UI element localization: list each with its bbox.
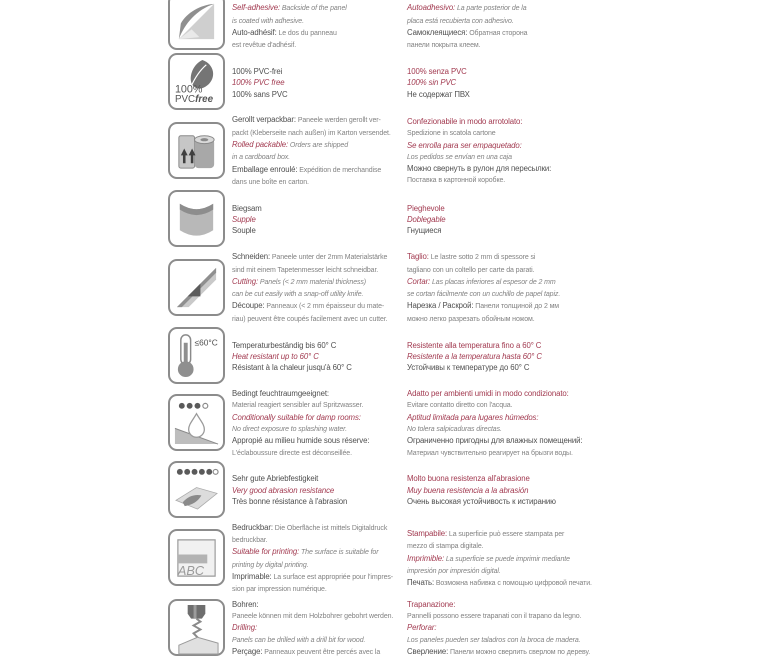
- text-segment: Material reagiert sensibler auf Spritzwasser.: [232, 402, 364, 410]
- text-segment: Сверление:: [407, 646, 449, 656]
- text-line: [407, 527, 613, 539]
- text-segment: Drilling:: [232, 623, 258, 633]
- pvc-percent-label: 100%: [174, 83, 203, 96]
- rating-dot-filled: [195, 403, 201, 409]
- thermometer-icon: [168, 327, 225, 384]
- feature-row: [168, 113, 628, 187]
- text-line: [407, 339, 613, 350]
- text-line: [232, 411, 405, 422]
- text-segment: 100% senza PVC: [407, 67, 467, 77]
- print-band: [178, 555, 207, 564]
- text-segment: The surface is suitable for: [299, 549, 379, 557]
- text-segment: Heat resistant up to 60° C: [232, 351, 319, 361]
- text-line: [232, 287, 405, 299]
- text-line: [407, 38, 613, 50]
- text-line: [407, 576, 613, 588]
- text-column-de-en-fr: [232, 113, 407, 187]
- text-line: [407, 150, 613, 162]
- text-line: [232, 26, 405, 38]
- text-line: [232, 224, 405, 235]
- text-segment: tagliano con un coltello per carte da parati.: [407, 266, 535, 274]
- text-column-de-en-fr: [232, 472, 407, 506]
- self-adhesive-icon: [168, 0, 225, 50]
- damp-rooms-icon: [168, 394, 225, 451]
- text-line: [232, 163, 405, 175]
- text-segment: bedruckbar.: [232, 537, 268, 545]
- text-segment: Панели можно сверлить сверлом по дереву.: [448, 648, 591, 656]
- rating-dot-filled: [184, 469, 190, 475]
- text-line: [232, 422, 405, 434]
- text-line: [232, 138, 405, 150]
- text-segment: Панели толщиной до 2 мм: [473, 303, 560, 311]
- text-segment: La superficie può essere stampata per: [447, 530, 565, 538]
- text-segment: Обратная сторона: [467, 29, 528, 37]
- text-segment: Backside of the panel: [280, 5, 347, 13]
- text-segment: Conditionally suitable for damp rooms:: [232, 412, 361, 422]
- text-line: [232, 65, 405, 76]
- roll-core: [200, 138, 208, 141]
- text-column-it-es-ru: [407, 387, 613, 458]
- text-column-de-en-fr: [232, 387, 407, 458]
- text-line: [232, 126, 405, 138]
- text-line: [232, 545, 405, 557]
- feature-row: [168, 461, 628, 518]
- text-line: [407, 539, 613, 551]
- text-segment: Материал чувствительно реагирует на брызги воды.: [407, 449, 573, 457]
- text-line: [407, 65, 613, 76]
- text-segment: can be cut easily with a snap-off utility knife.: [232, 291, 364, 299]
- text-segment: Paneele unter der 2mm Materialstärke: [270, 254, 388, 262]
- text-segment: Supple: [232, 215, 256, 225]
- text-line: [232, 387, 405, 398]
- text-segment: 100% sans PVC: [232, 89, 288, 99]
- text-line: [407, 26, 613, 38]
- text-line: [407, 446, 613, 458]
- text-segment: 100% PVC free: [232, 78, 285, 88]
- text-line: [232, 398, 405, 410]
- text-line: [232, 633, 405, 645]
- text-segment: riau) peuvent être coupés facilement avec un cutter.: [232, 315, 388, 323]
- text-segment: Pieghevole: [407, 203, 445, 213]
- drill-bit: [194, 619, 201, 639]
- text-line: [407, 115, 613, 126]
- text-line: [407, 76, 613, 87]
- text-segment: Paneele können mit dem Holzbohrer gebohrt werden.: [232, 612, 394, 620]
- text-segment: se cortan fácilmente con un cuchillo de papel tapiz.: [407, 291, 561, 299]
- text-line: [407, 173, 613, 185]
- text-column-it-es-ru: [407, 250, 613, 324]
- text-line: [407, 1, 613, 13]
- text-segment: Нарезка / Раскрой:: [407, 301, 474, 311]
- text-segment: Panneaux (< 2 mm épaisseur du mate-: [264, 303, 385, 311]
- text-segment: Biegsam: [232, 203, 262, 213]
- text-line: [407, 350, 613, 361]
- feature-row: [168, 327, 628, 384]
- text-segment: Los pedidos se envían en una caja: [407, 153, 512, 161]
- text-line: [232, 88, 405, 99]
- text-segment: Cutting:: [232, 276, 259, 286]
- text-segment: printing by digital printing.: [232, 561, 309, 569]
- text-line: [232, 150, 405, 162]
- text-segment: Temperaturbeständig bis 60° C: [232, 340, 337, 350]
- text-segment: Résistant à la chaleur jusqu'à 60° C: [232, 363, 352, 373]
- text-segment: La parte posterior de la: [455, 5, 527, 13]
- text-segment: Не содержат ПВХ: [407, 89, 470, 99]
- svg-text:PVCfree: [175, 95, 214, 106]
- text-segment: placa está recubierta con adhesivo.: [407, 17, 514, 25]
- text-line: [407, 387, 613, 398]
- text-segment: Устойчивы к температуре до 60° C: [407, 363, 530, 373]
- text-segment: L'éclaboussure directe est déconseillée.: [232, 449, 352, 457]
- feature-row: [168, 250, 628, 324]
- text-segment: in a cardboard box.: [232, 154, 291, 162]
- feature-row: [168, 0, 628, 50]
- text-segment: Возможна набивка с помощью цифровой печати.: [434, 580, 592, 588]
- text-segment: Auto-adhésif:: [232, 27, 277, 37]
- text-line: [232, 76, 405, 87]
- text-line: [407, 14, 613, 26]
- text-line: [232, 558, 405, 570]
- text-segment: La surface est appropriée pour l'impres-: [271, 574, 393, 582]
- feature-row: [168, 387, 628, 458]
- text-line: [407, 139, 613, 150]
- rating-dot-empty: [203, 403, 208, 408]
- rating-dot-filled: [179, 403, 185, 409]
- text-segment: Self-adhesive:: [232, 3, 281, 13]
- rating-dot-filled: [192, 469, 198, 475]
- text-line: [407, 434, 613, 445]
- text-line: [232, 582, 405, 594]
- text-segment: Печать:: [407, 578, 435, 588]
- text-line: [407, 224, 613, 235]
- text-line: [232, 312, 405, 324]
- text-column-it-es-ru: [407, 339, 613, 373]
- printable-icon: [168, 529, 225, 586]
- text-line: [407, 299, 613, 311]
- text-column-it-es-ru: [407, 527, 613, 588]
- text-line: [407, 213, 613, 224]
- text-segment: mezzo di stampa digitale.: [407, 543, 484, 551]
- rolled-package-icon: [168, 122, 225, 179]
- text-line: [407, 422, 613, 434]
- text-line: [232, 645, 405, 657]
- text-line: [232, 609, 405, 621]
- text-column-it-es-ru: [407, 202, 613, 236]
- text-segment: Découpe:: [232, 301, 265, 311]
- text-line: [232, 434, 405, 445]
- text-column-it-es-ru: [407, 598, 613, 657]
- text-segment: No direct exposure to splashing water.: [232, 425, 348, 433]
- text-line: [407, 162, 613, 173]
- text-segment: Très bonne résistance à l'abrasion: [232, 496, 348, 506]
- thermometer-bulb: [178, 361, 194, 377]
- text-line: [407, 88, 613, 99]
- text-column-it-es-ru: [407, 65, 613, 99]
- text-segment: Panels (< 2 mm material thickness): [258, 278, 367, 286]
- drill-shaft: [194, 605, 197, 619]
- text-segment: Very good abrasion resistance: [232, 485, 335, 495]
- wood-block: [179, 637, 218, 654]
- text-column-de-en-fr: [232, 250, 407, 324]
- text-line: [232, 533, 405, 545]
- text-line: [407, 552, 613, 564]
- text-segment: Bedingt feuchtraumgeeignet:: [232, 389, 329, 399]
- text-line: [407, 484, 613, 495]
- text-segment: Imprimable:: [232, 572, 272, 582]
- rating-dot-filled: [206, 469, 212, 475]
- text-segment: Muy buena resistencia a la abrasión: [407, 485, 529, 495]
- text-segment: Stampabile:: [407, 528, 448, 538]
- text-column-de-en-fr: [232, 521, 407, 595]
- text-line: [232, 213, 405, 224]
- feature-row: [168, 521, 628, 595]
- temp-max-label: ≤60°C: [194, 337, 218, 348]
- text-line: [407, 645, 613, 657]
- text-segment: 100% PVC-frei: [232, 67, 283, 77]
- feature-row: [168, 53, 628, 110]
- text-line: [232, 350, 405, 361]
- text-segment: 100% sin PVC: [407, 78, 457, 88]
- text-segment: Orders are shipped: [288, 142, 349, 150]
- text-line: [232, 113, 405, 125]
- text-column-it-es-ru: [407, 115, 613, 186]
- drilling-icon: [168, 599, 225, 656]
- text-segment: Schneiden:: [232, 252, 271, 262]
- text-segment: панели покрыта клеем.: [407, 42, 481, 50]
- text-line: [407, 633, 613, 645]
- text-segment: Souple: [232, 226, 256, 236]
- text-column-de-en-fr: [232, 598, 407, 657]
- text-segment: Cortar:: [407, 276, 431, 286]
- text-segment: No tolera salpicaduras directas.: [407, 425, 502, 433]
- text-line: [407, 263, 613, 275]
- text-line: [407, 411, 613, 422]
- flexible-icon: [168, 190, 225, 247]
- text-segment: Ограниченно пригодны для влажных помещений:: [407, 436, 583, 446]
- abrasion-icon: [168, 461, 225, 518]
- text-segment: est revêtue d'adhésif.: [232, 42, 297, 50]
- text-line: [232, 1, 405, 13]
- text-segment: Evitare contatto diretto con l'acqua.: [407, 402, 513, 410]
- text-segment: Очень высокая устойчивость к истиранию: [407, 496, 556, 506]
- text-segment: La superficie se puede imprimir mediante: [444, 555, 570, 563]
- text-line: [232, 14, 405, 26]
- text-segment: Se enrolla para ser empaquetado:: [407, 140, 522, 150]
- text-segment: Можно свернуть в рулон для пересылки:: [407, 164, 552, 174]
- text-line: [232, 38, 405, 50]
- text-segment: Bohren:: [232, 599, 259, 609]
- text-segment: Die Oberfläche ist mittels Digitaldruck: [272, 524, 388, 532]
- text-line: [232, 570, 405, 582]
- rating-dot-filled: [177, 469, 183, 475]
- text-column-de-en-fr: [232, 339, 407, 373]
- text-line: [407, 275, 613, 287]
- rating-dot-filled: [199, 469, 205, 475]
- rating-dot-filled: [187, 403, 193, 409]
- feature-row: [168, 598, 628, 657]
- text-line: [232, 275, 405, 287]
- text-line: [407, 398, 613, 410]
- text-segment: Spedizione in scatola cartone: [407, 130, 496, 138]
- text-segment: Самоклеящиеся:: [407, 27, 468, 37]
- pvc-label: PVC: [174, 94, 196, 106]
- text-line: [232, 521, 405, 533]
- feature-table: [168, 0, 628, 660]
- text-line: [407, 361, 613, 372]
- text-segment: Confezionabile in modo arrotolato:: [407, 116, 523, 126]
- text-line: [407, 598, 613, 609]
- text-line: [232, 484, 405, 495]
- text-segment: Suitable for printing:: [232, 547, 300, 557]
- text-line: [232, 495, 405, 506]
- text-line: [232, 202, 405, 213]
- text-line: [407, 312, 613, 324]
- text-line: [232, 598, 405, 609]
- text-segment: Aptitud limitada para lugares húmedos:: [407, 412, 539, 422]
- text-line: [407, 609, 613, 621]
- text-line: [232, 175, 405, 187]
- text-segment: Taglio:: [407, 252, 429, 262]
- text-segment: sion par impression numérique.: [232, 586, 327, 594]
- water-drop: [189, 414, 205, 438]
- text-column-de-en-fr: [232, 0, 407, 50]
- text-line: [407, 126, 613, 138]
- text-line: [407, 250, 613, 262]
- text-line: [407, 621, 613, 632]
- pvc-free-icon: [168, 53, 225, 110]
- text-segment: Perçage:: [232, 646, 263, 656]
- text-line: [407, 564, 613, 576]
- text-segment: Sehr gute Abriebfestigkeit: [232, 474, 319, 484]
- text-segment: impresión por impresión digital.: [407, 567, 501, 575]
- text-segment: Autoadhesivo:: [407, 3, 456, 13]
- text-line: [407, 287, 613, 299]
- text-segment: Las placas inferiores al espesor de 2 mm: [430, 278, 556, 286]
- text-segment: Le dos du panneau: [276, 29, 337, 37]
- text-segment: sind mit einem Tapetenmesser leicht schneidbar.: [232, 266, 379, 274]
- text-line: [407, 495, 613, 506]
- text-line: [232, 250, 405, 262]
- text-segment: Гнущиеся: [407, 226, 442, 236]
- text-column-de-en-fr: [232, 65, 407, 99]
- text-segment: Gerollt verpackbar:: [232, 115, 296, 125]
- text-column-de-en-fr: [232, 202, 407, 236]
- text-segment: Paneele werden gerollt ver-: [295, 117, 381, 125]
- text-segment: Rolled packable:: [232, 140, 289, 150]
- text-segment: Panneaux peuvent être percés avec la: [262, 648, 381, 656]
- text-segment: Pannelli possono essere trapanati con il trapano da legno.: [407, 612, 582, 620]
- text-line: [407, 472, 613, 483]
- free-label: free: [195, 94, 214, 106]
- cutting-icon: [168, 259, 225, 316]
- knife-blade: [188, 283, 201, 296]
- text-segment: Trapanazione:: [407, 599, 456, 609]
- text-line: [232, 621, 405, 632]
- text-segment: Emballage enroulé:: [232, 164, 298, 174]
- text-line: [232, 263, 405, 275]
- text-segment: Le lastre sotto 2 mm di spessore si: [428, 254, 536, 262]
- text-segment: Imprimible:: [407, 553, 445, 563]
- text-segment: Adatto per ambienti umidi in modo condizionato:: [407, 389, 569, 399]
- text-line: [232, 361, 405, 372]
- text-segment: можно легко разрезать обойным ножом.: [407, 315, 535, 323]
- text-column-it-es-ru: [407, 1, 613, 50]
- text-line: [232, 446, 405, 458]
- text-segment: Panels can be drilled with a drill bit for wood.: [232, 636, 366, 644]
- text-line: [407, 202, 613, 213]
- text-column-it-es-ru: [407, 472, 613, 506]
- text-segment: Resistente alla temperatura fino a 60° C: [407, 340, 542, 350]
- text-line: [232, 472, 405, 483]
- text-segment: Appropié au milieu humide sous réserve:: [232, 436, 370, 446]
- text-segment: Los paneles pueden ser taladros con la broca de madera.: [407, 636, 581, 644]
- feature-row: [168, 190, 628, 247]
- text-segment: packt (Kleberseite nach außen) im Karton versendet.: [232, 129, 391, 137]
- text-segment: Resistente a la temperatura hasta 60° C: [407, 351, 542, 361]
- text-segment: Doblegable: [407, 215, 446, 225]
- text-line: [232, 299, 405, 311]
- text-segment: dans une boîte en carton.: [232, 178, 309, 186]
- text-segment: Bedruckbar:: [232, 522, 273, 532]
- text-segment: Поставка в картонной коробке.: [407, 177, 506, 185]
- text-segment: Perforar:: [407, 623, 437, 633]
- text-segment: Expédition de merchandise: [297, 166, 382, 174]
- text-segment: is coated with adhesive.: [232, 17, 304, 25]
- text-line: [232, 339, 405, 350]
- rating-dot-empty: [213, 469, 218, 474]
- text-segment: Molto buona resistenza all'abrasione: [407, 474, 530, 484]
- abc-sample-label: ABC: [177, 563, 205, 579]
